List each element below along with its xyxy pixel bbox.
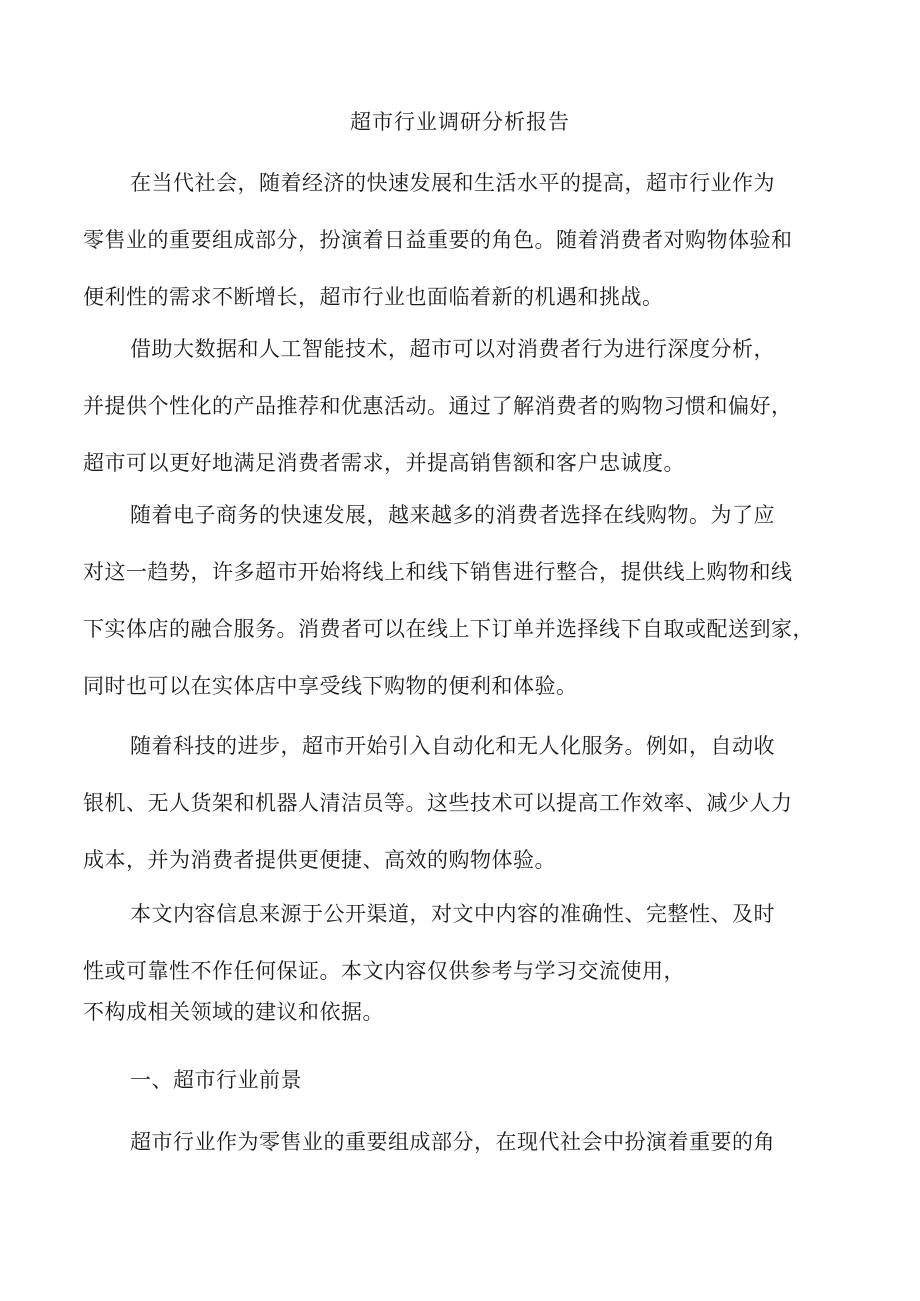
section-heading-prospects	[83, 1052, 843, 1109]
paragraph-line: 超市行业作为零售业的重要组成部分，在现代社会中扮演着重要的角	[130, 1130, 775, 1154]
paragraph-disclaimer	[83, 886, 843, 1041]
section-heading: 一、超市行业前景	[130, 1068, 302, 1092]
paragraph-line: 便利性的需求不断增长，超市行业也面临着新的机遇和挑战。	[83, 285, 664, 309]
paragraph-line: 性或可靠性不作任何保证。本文内容仅供参考与学习交流使用，	[83, 959, 685, 983]
paragraph-line: 并提供个性化的产品推荐和优惠活动。通过了解消费者的购物习惯和偏好，	[83, 394, 793, 418]
paragraph-line: 下实体店的融合服务。消费者可以在线上下订单并选择线下自取或配送到家，	[83, 617, 814, 641]
paragraph-automation	[83, 718, 843, 889]
paragraph-prospects	[83, 1114, 843, 1171]
paragraph-line: 在当代社会，随着经济的快速发展和生活水平的提高，超市行业作为	[130, 171, 775, 195]
paragraph-line: 随着电子商务的快速发展，越来越多的消费者选择在线购物。为了应	[130, 503, 775, 527]
paragraph-line: 同时也可以在实体店中享受线下购物的便利和体验。	[83, 674, 578, 698]
paragraph-line: 超市可以更好地满足消费者需求，并提高销售额和客户忠诚度。	[83, 451, 685, 475]
paragraph-line: 对这一趋势，许多超市开始将线上和线下销售进行整合，提供线上购物和线	[83, 560, 793, 584]
paragraph-line: 成本，并为消费者提供更便捷、高效的购物体验。	[83, 848, 556, 872]
paragraph-big-data	[83, 321, 843, 492]
document-title: 超市行业调研分析报告	[350, 110, 570, 134]
paragraph-line: 借助大数据和人工智能技术，超市可以对消费者行为进行深度分析，	[130, 337, 775, 361]
paragraph-line: 零售业的重要组成部分，扮演着日益重要的角色。随着消费者对购物体验和	[83, 228, 793, 252]
paragraph-line: 不构成相关领域的建议和依据。	[83, 1000, 384, 1024]
paragraph-ecommerce	[83, 487, 843, 715]
paragraph-line: 随着科技的进步，超市开始引入自动化和无人化服务。例如，自动收	[130, 734, 775, 758]
paragraph-line: 银机、无人货架和机器人清洁员等。这些技术可以提高工作效率、减少人力	[83, 791, 793, 815]
paragraph-line: 本文内容信息来源于公开渠道，对文中内容的准确性、完整性、及时	[130, 902, 775, 926]
paragraph-intro	[83, 155, 843, 326]
